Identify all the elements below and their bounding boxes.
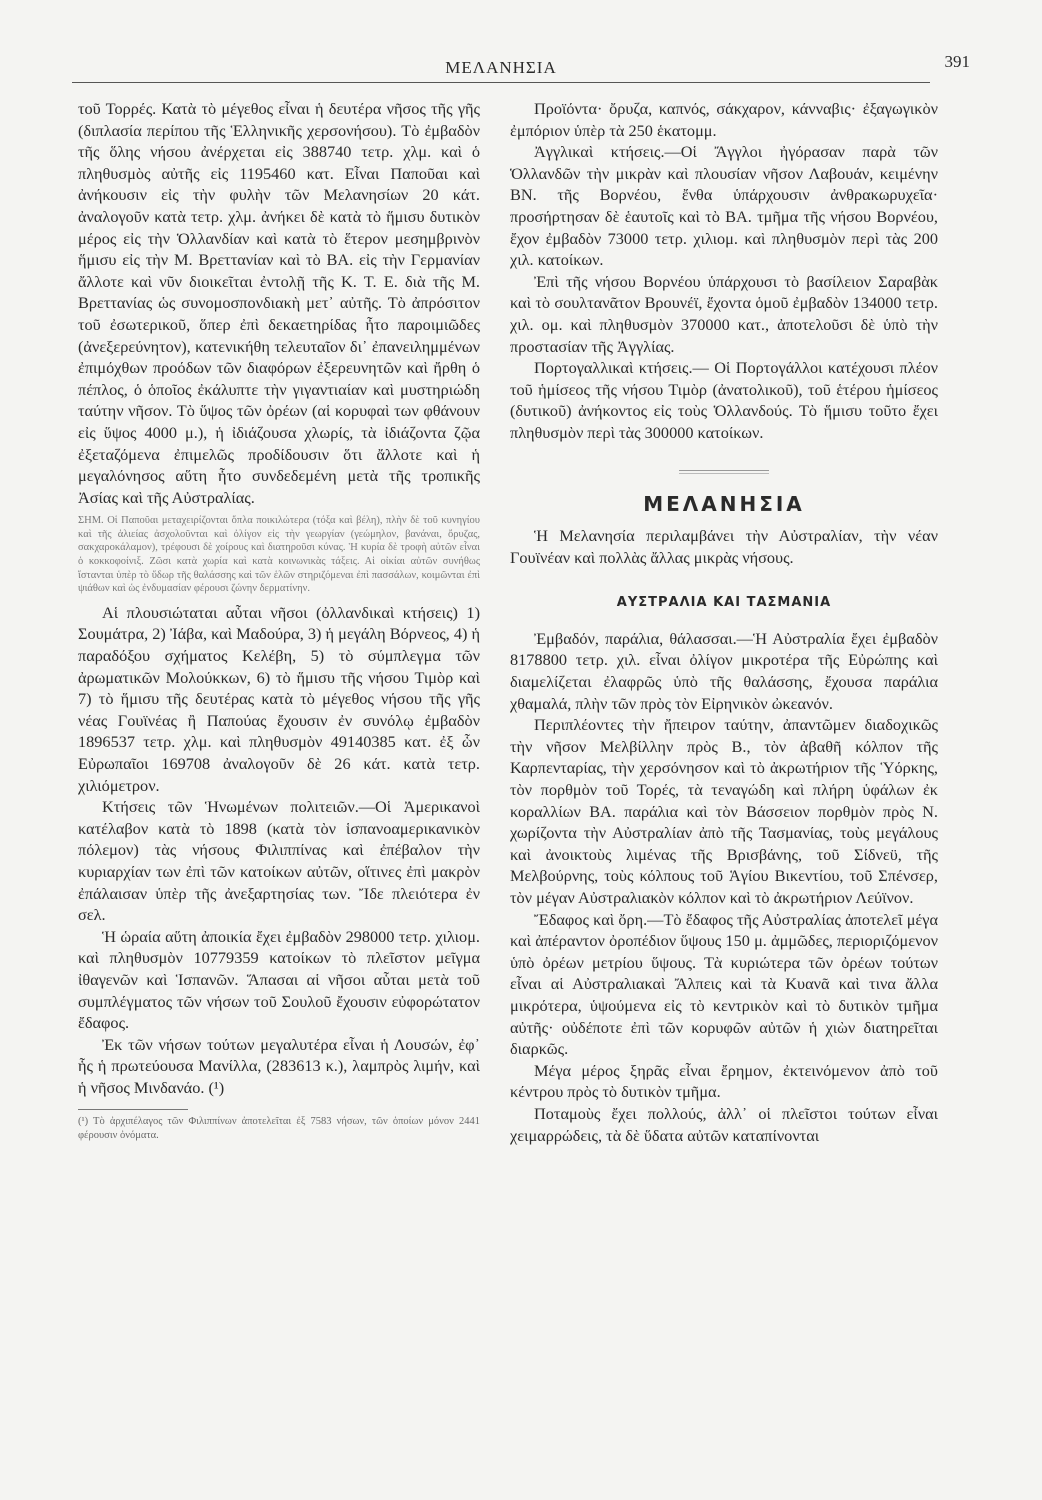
page-header [72,52,970,83]
right-paragraph-7: Ἔδαφος καὶ ὄρη.—Τὸ ἔδαφος τῆς Αὐστραλίας ἀποτελεῖ μέγα καὶ ἀπέραντον ὀροπέδιον ὕψους 150 μ. ἀμμῶδες, περιοριζόμενον ὑπὸ ὀρέων μετρίου ὕψους. Τὰ κυριώτερα τῶν ὀρέων τούτων εἶναι αἱ Αὐστραλιακαὶ Ἄλπεις καὶ τὰ Κυανᾶ καὶ τινα ἄλλα μικρότερα, ὑψούμενα εἰς τὸ κεντρικὸν καὶ τὸ δυτικὸν τμῆμα αὐτῆς· οὐδέποτε ἐπὶ τῶν κορυφῶν αὐτῶν ἡ χιὼν διατηρεῖται διαρκῶς. [510,909,938,1059]
left-paragraph-5: Ἐκ τῶν νήσων τούτων μεγαλυτέρα εἶναι ἡ Λουσών, ἐφ᾽ ἧς ἡ πρωτεύουσα Μανίλλα, (283613 κ.), λαμπρὸς λιμήν, καὶ ἡ νῆσος Μινδανάο. (¹) [78,1034,480,1097]
note-paragraph: ΣΗΜ. Οἱ Παποῦαι μεταχειρίζονται ὅπλα ποικιλώτερα (τόξα καὶ βέλη), πλὴν δὲ τοῦ κυνηγίου καὶ τῆς ἁλιείας ἀσχολοῦνται καὶ ὀλίγον εἰς τὴν γεωργίαν (γεώμηλον, βανάναι, ὄρυζας, σακχαροκάλαμον), τρέφουσι δὲ χοίρους καὶ διατηροῦσι κύνας. Ἡ κυρία δὲ τροφὴ αὐτῶν εἶναι ὁ κοκκοφοίνιξ. Ζῶσι κατὰ χωρία καὶ κατὰ κοινωνικὰς τάξεις. Αἱ οἰκίαι αὐτῶν συνήθως ἵστανται ὑπὲρ τὸ ὕδωρ τῆς θαλάσσης καὶ τῶν ἑλῶν στηριζόμεναι ἐπὶ πασσάλων, κοιμῶνται ἐπὶ ψιάθων καὶ ὡς ἐνδυμασίαν φέρουσι ζώνην δερματίνην. [78,515,480,595]
footnote-rule [78,1109,188,1110]
left-paragraph-1: τοῦ Τορρές. Κατὰ τὸ μέγεθος εἶναι ἡ δευτέρα νῆσος τῆς γῆς (διπλασία περίπου τῆς Ἑλληνικῆς χερσονήσου). Τὸ ἐμβαδὸν τῆς ὅλης νήσου ἀνέρχεται εἰς 388740 τετρ. χλμ. καὶ ὁ πληθυσμὸς αὐτῆς εἰς 1195460 κατ. Εἶναι Παποῦαι καὶ ἀνήκουσιν εἰς τὴν φυλὴν τῶν Μελανησίων 20 κάτ. ἀναλογοῦν κατὰ τετρ. χλμ. ἀνήκει δὲ κατὰ τὸ ἥμισυ δυτικὸν μέρος εἰς τὴν Ὁλλανδίαν καὶ κατὰ τὸ ἕτερον μεσημβρινὸν ἥμισυ εἰς τὴν Μ. Βρεττανίαν καὶ τὸ ΒΑ. εἰς τὴν Γερμανίαν ἄλλοτε καὶ νῦν διοικεῖται ἐντολῇ τῆς Κ. Τ. Ε. διὰ τῆς Μ. Βρεττανίας ὡς συνομοσπονδιακὴ μετ᾽ αὐτῆς. Τὸ ἀπρόσιτον τοῦ ἐσωτερικοῦ, ὅπερ ἐπὶ δεκαετηρίδας ἦτο παροιμιῶδες (ἀνεξερεύνητον), κατενικήθη τελευταῖον δι᾽ ἐπανειλημμένων ἐπιμόχθων προόδων τῶν διαφόρων ἐξερευνητῶν καὶ ἤρθη ὁ πέπλος, ὁ ὁποῖος ἐκάλυπτε τὴν γιγαντιαίαν καὶ μυστηριώδη ταύτην νῆσον. Τὸ ὕψος τῶν ὀρέων (αἱ κορυφαὶ των φθάνουν εἰς ὕψος 4000 μ.), ἡ ἰδιάζουσα χλωρίς, τὰ ἰδιάζοντα ζῷα ἐξεταζόμενα ἐπιμελῶς προδίδουσιν ὅτι ἄλλοτε καὶ ἡ μεγαλόνησος αὕτη ἦτο συνδεδεμένη μετὰ τῆς τροπικῆς Ἀσίας καὶ τῆς Αὐστραλίας. [78,99,480,507]
footnote: (¹) Τὸ ἀρχιπέλαγος τῶν Φιλιππίνων ἀποτελεῖται ἐξ 7583 νήσων, τῶν ὁποίων μόνον 2441 φέρουσιν ὀνόματα. [78,1115,480,1141]
page-number: 391 [944,52,970,71]
section-heading: ΜΕΛΑΝΗΣΙΑ [643,491,805,516]
right-column [510,98,938,1146]
section-intro: Ἡ Μελανησία περιλαμβάνει τὴν Αὐστραλίαν, τὴν νέαν Γουϊνέαν καὶ πολλὰς ἄλλας μικρὰς νήσους. [510,526,938,567]
right-paragraph-5: Ἐμβαδόν, παράλια, θάλασσαι.—Ἡ Αὐστραλία ἔχει ἐμβαδὸν 8178800 τετρ. χιλ. εἶναι ὀλίγον μικροτέρα τῆς Εὐρώπης καὶ διαμελίζεται ἐλαφρῶς ὑπὸ τῆς θαλάσσης, ἔχουσα παράλια χθαμαλά, πλὴν τῶν πρὸς τὸν Εἰρηνικὸν ὠκεανόν. [510,628,938,713]
right-paragraph-8: Μέγα μέρος ξηρᾶς εἶναι ἔρημον, ἐκτεινόμενον ἀπὸ τοῦ κέντρου πρὸς τὸ δυτικὸν τμῆμα. [510,1060,938,1102]
right-paragraph-6: Περιπλέοντες τὴν ἤπειρον ταύτην, ἀπαντῶμεν διαδοχικῶς τὴν νῆσον Μελβίλλην πρὸς Β., τὸν ἀβαθῆ κόλπον τῆς Καρπενταρίας, τὴν χερσόνησον καὶ τὸ ἀκρωτήριον τῆς Ὑόρκης, τὸν πορθμὸν τοῦ Τορές, τὰ τεναγώδη καὶ πλήρη ὑφάλων ἐκ κοραλλίων ΒΑ. παράλια καὶ τὸν Βάσσειον πορθμὸν πρὸς Ν. χωρίζοντα τὴν Αὐστραλίαν ἀπὸ τῆς Τασμανίας, τοὺς μεγάλους καὶ ἀνοικτοὺς λιμένας τῆς Βρισβάνης, τοῦ Σίδνεϋ, τῆς Μελβούρνης, τοὺς κόλπους τοῦ Ἁγίου Βικεντίου, τοῦ Σπένσερ, τὸν μέγαν Αὐστραλιακὸν κόλπον καὶ τὸ ἀκρωτήριον Λεύϊνον. [510,715,938,907]
left-column [78,98,480,1143]
subsection-heading: ΑΥΣΤΡΑΛΙΑ ΚΑΙ ΤΑΣΜΑΝΙΑ [616,595,832,611]
left-paragraph-3: Κτήσεις τῶν Ἡνωμένων πολιτειῶν.—Οἱ Ἀμερικανοὶ κατέλαβον κατὰ τὸ 1898 (κατὰ τὸν ἱσπανοαμερικανικὸν πόλεμον) τὰς νήσους Φιλιππίνας καὶ ἐπέβαλον τὴν κυριαρχίαν των ἐπὶ τῶν κατοίκων αὐτῶν, οἵτινες ἐπὶ μακρὸν ἐπάλαισαν ὑπὲρ τῆς ἀνεξαρτησίας των. Ἴδε πλειότερα ἐν σελ. [78,797,480,925]
right-paragraph-1: Προϊόντα· ὄρυζα, καπνός, σάκχαρον, κάνναβις· ἐξαγωγικὸν ἐμπόριον ὑπὲρ τὰ 250 ἑκατομμ. [510,99,938,140]
right-paragraph-4: Πορτογαλλικαὶ κτήσεις.— Οἱ Πορτογάλλοι κατέχουσι πλέον τοῦ ἡμίσεος τῆς νήσου Τιμὸρ (ἀνατολικοῦ), τοῦ ἑτέρου ἡμίσεος (δυτικοῦ) ἀνήκοντος εἰς τοὺς Ὁλλανδούς. Τὸ ἥμισυ τοῦτο ἔχει πληθυσμὸν περὶ τὰς 300000 κατοίκων. [510,358,938,442]
right-paragraph-3: Ἐπὶ τῆς νήσου Βορνέου ὑπάρχουσι τὸ βασίλειον Σαραβὰκ καὶ τὸ σουλτανᾶτον Βρουνέϊ, ἔχοντα ὁμοῦ ἐμβαδὸν 134000 τετρ. χιλ. ομ. καὶ πληθυσμὸν 370000 κατ., ἀποτελοῦσι δὲ ὑπὸ τὴν προστασίαν τῆς Ἀγγλίας. [510,271,938,356]
left-paragraph-4: Ἡ ὡραία αὕτη ἀποικία ἔχει ἐμβαδὸν 298000 τετρ. χιλιομ. καὶ πληθυσμὸν 10779359 κατοίκων τὸ πλεῖστον μεῖγμα ἰθαγενῶν καὶ Ἱσπανῶν. Ἅπασαι αἱ νῆσοι αὗται μετὰ τοῦ συμπλέγματος τῶν νήσων τοῦ Σουλοῦ ἔχουσιν εὐφορώτατον ἔδαφος. [78,926,480,1033]
right-paragraph-2: Ἀγγλικαὶ κτήσεις.—Οἱ Ἄγγλοι ἠγόρασαν παρὰ τῶν Ὁλλανδῶν τὴν μικρὰν καὶ πλουσίαν νῆσον Λαβουάν, κειμένην ΒΝ. τῆς Βορνέου, ἔνθα ὑπάρχουσιν ἀνθρακωρυχεῖα· προσήρτησαν δὲ ἑαυτοῖς καὶ τὸ ΒΑ. τμῆμα τῆς νήσου Βορνέου, ἔχον ἐμβαδὸν 73000 τετρ. χιλιομ. καὶ πληθυσμὸν περὶ τὰς 200 χιλ. κατοίκων. [510,142,938,270]
left-paragraph-2: Αἱ πλουσιώταται αὗται νῆσοι (ὀλλανδικαὶ κτήσεις) 1) Σουμάτρα, 2) Ἰάβα, καὶ Μαδούρα, 3) ἡ μεγάλη Βόρνεος, 4) ἡ παραδόξου σχήματος Κελέβη, 5) τὸ σύμπλεγμα τῶν ἀρωματικῶν Μολούκκων, 6) τὸ ἥμισυ τῆς νήσου Τιμὸρ καὶ 7) τὸ ἥμισυ τῆς δευτέρας κατὰ τὸ μέγεθος νήσου τῆς γῆς νέας Γουϊνέας ἢ Παπούας ἔχουσιν ἐν συνόλῳ ἐμβαδὸν 1896537 τετρ. χλμ. καὶ πληθυσμὸν 49140385 κατ. ἐξ ὧν Εὐρωπαῖοι 169708 ἀναλογοῦν δὲ 26 κάτ. κατὰ τετρ. χιλιόμετρον. [78,602,480,795]
running-title: ΜΕΛΑΝΗΣΙΑ [445,58,557,77]
section-divider [679,470,769,474]
right-paragraph-9: Ποταμοὺς ἔχει πολλούς, ἀλλ᾽ οἱ πλεῖστοι τούτων εἶναι χειμαρρώδεις, τὰ δὲ ὕδατα αὐτῶν καταπίνονται [510,1103,938,1145]
